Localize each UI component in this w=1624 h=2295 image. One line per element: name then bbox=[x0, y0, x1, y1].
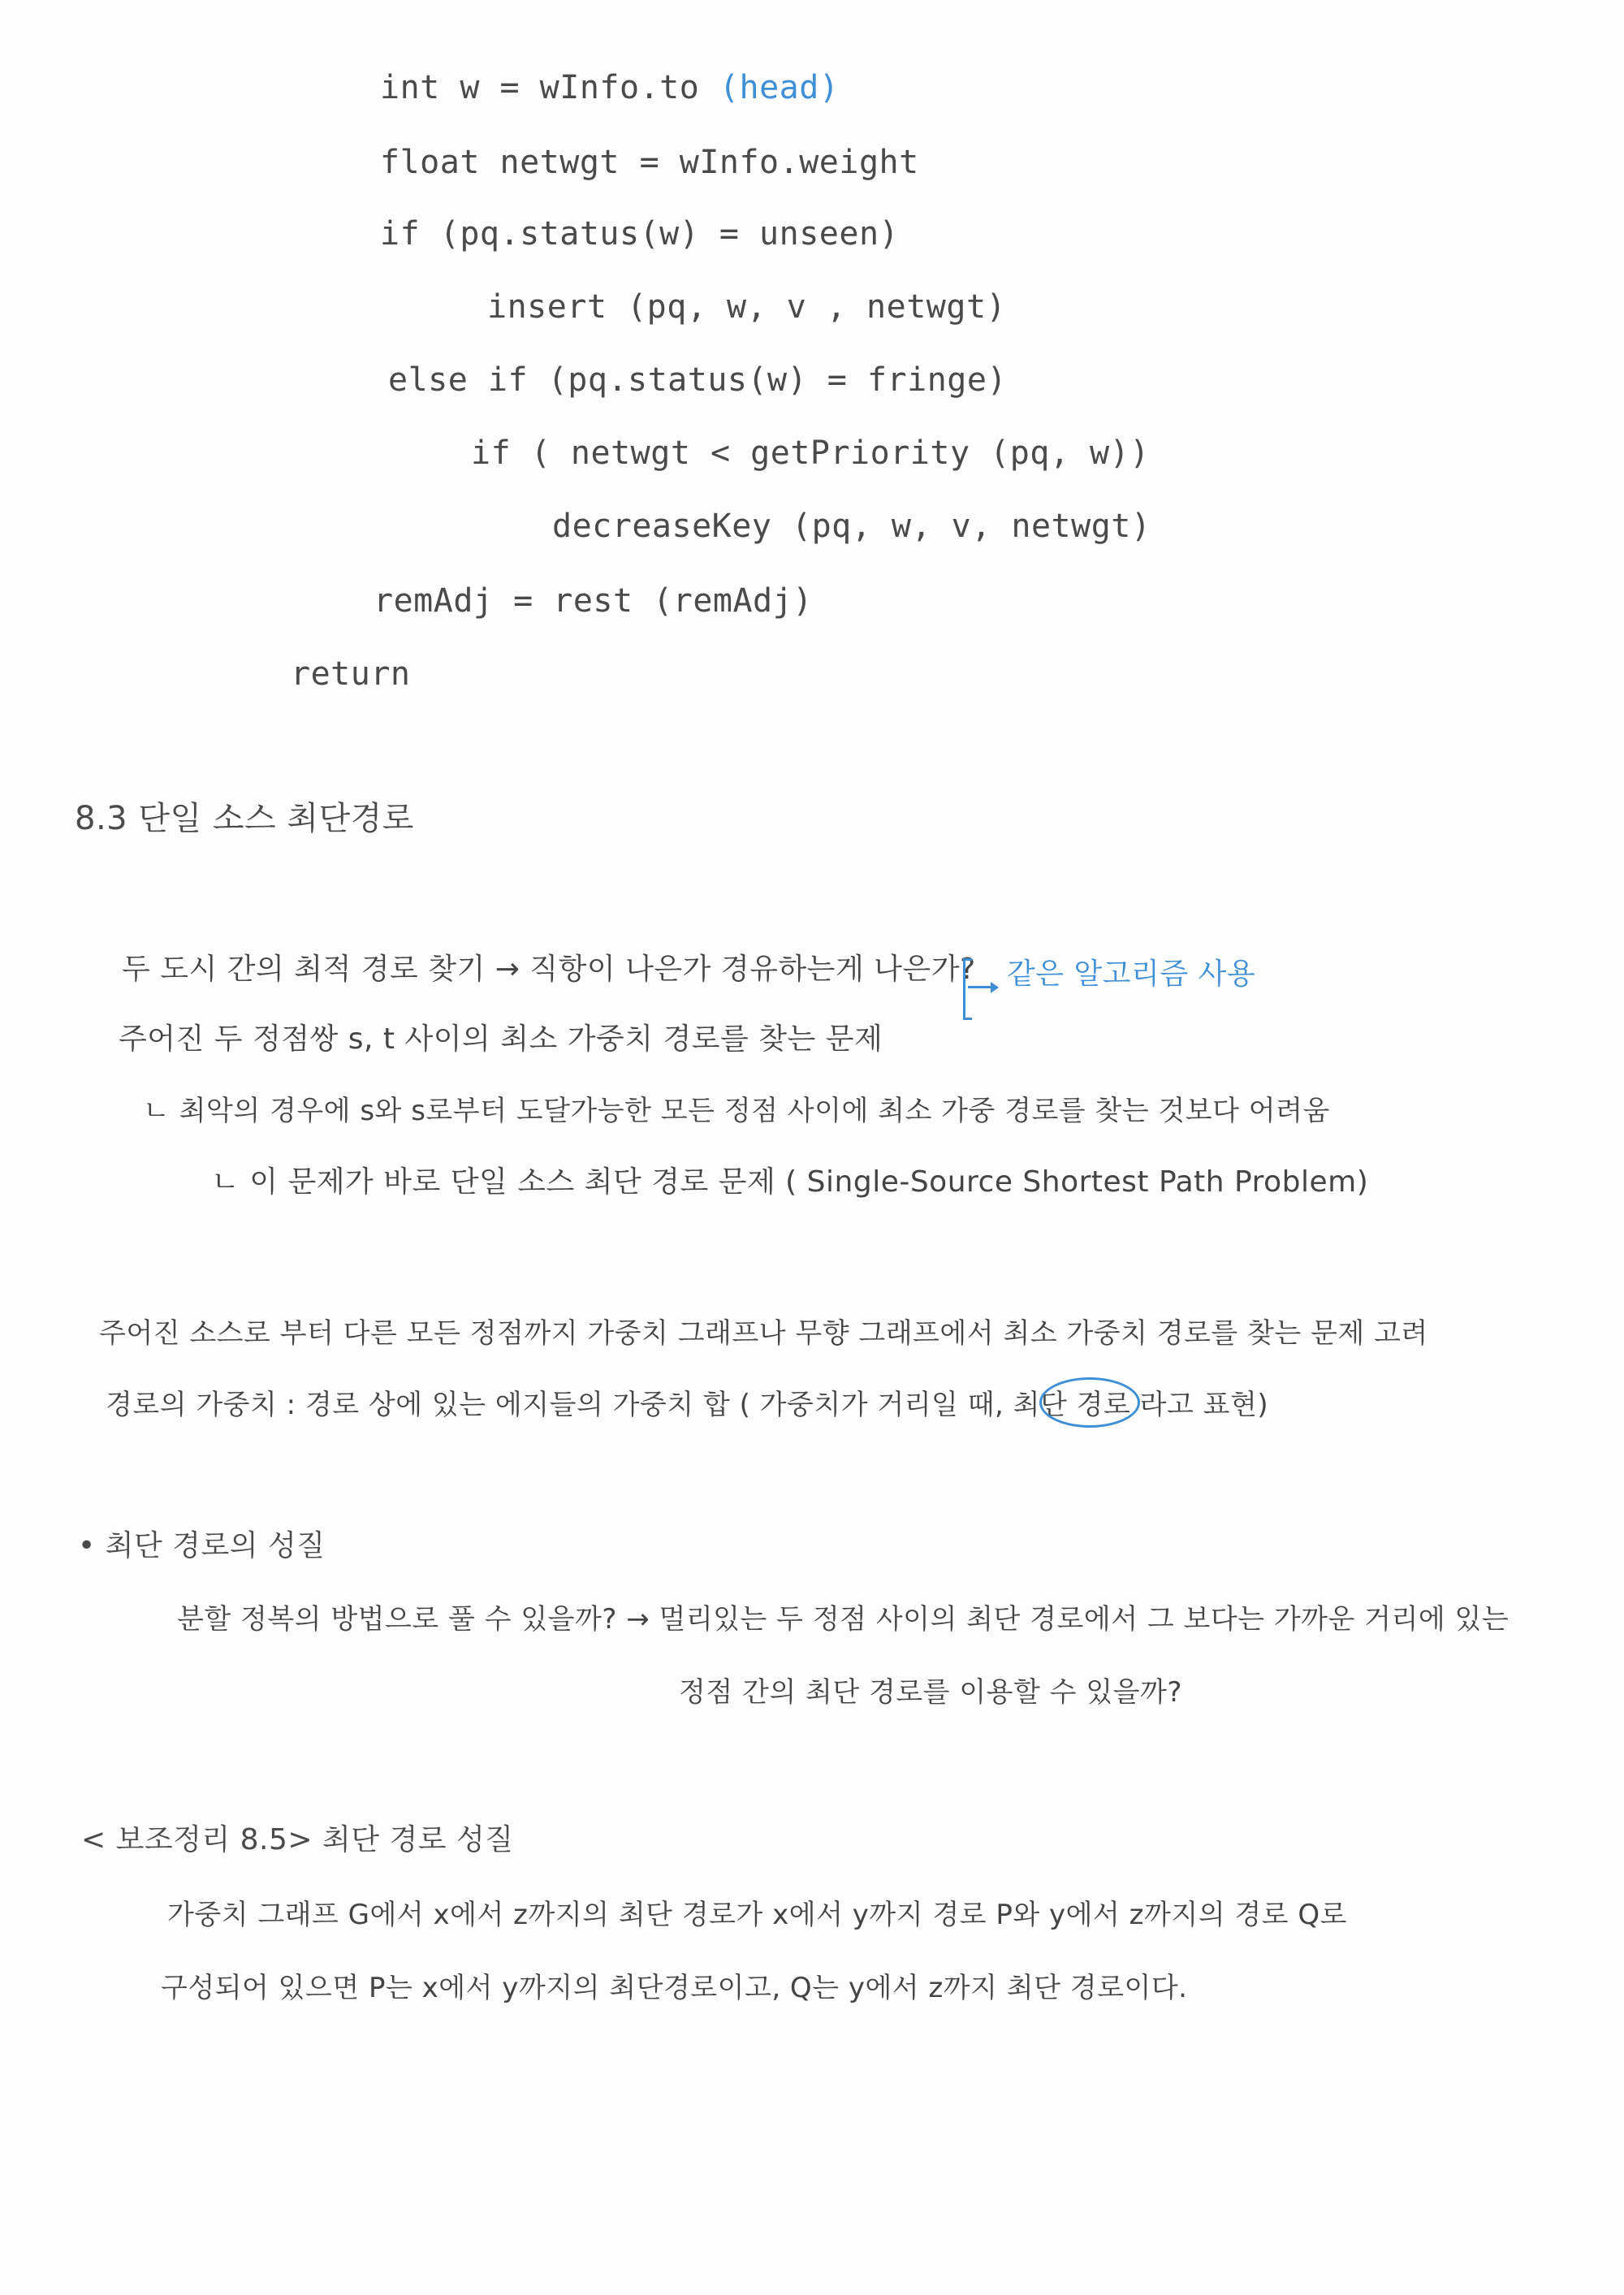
code-line-1-text: int w = wInfo.to bbox=[380, 69, 700, 106]
code-line-1 bbox=[380, 65, 839, 110]
bracket-annotation bbox=[963, 958, 972, 1020]
lemma-line-2: 구성되어 있으면 P는 x에서 y까지의 최단경로이고, Q는 y에서 z까지 최단 경로이다. bbox=[161, 1972, 1188, 2004]
code-line-6: if ( netwgt < getPriority (pq, w)) bbox=[471, 434, 1150, 472]
code-line-2: float netwgt = wInfo.weight bbox=[380, 144, 919, 181]
code-line-7: decreaseKey (pq, w, v, netwgt) bbox=[552, 508, 1151, 545]
code-line-1-annotation: (head) bbox=[719, 69, 840, 106]
lemma-line-1: 가중치 그래프 G에서 x에서 z까지의 최단 경로가 x에서 y까지 경로 P와 y에서 z까지의 경로 Q로 bbox=[167, 1899, 1347, 1931]
properties-line-1: 분할 정복의 방법으로 풀 수 있을까? → 멀리있는 두 정점 사이의 최단 경로에서 그 보다는 가까운 거리에 있는 bbox=[177, 1603, 1510, 1636]
note-same-algorithm: 같은 알고리즘 사용 bbox=[1007, 957, 1256, 991]
arrow-annotation bbox=[968, 986, 997, 988]
body-line-1: 두 도시 간의 최적 경로 찾기 → 직항이 나은가 경유하는게 나은가? bbox=[122, 953, 976, 986]
code-line-4: insert (pq, w, v , netwgt) bbox=[487, 288, 1007, 326]
circle-highlight bbox=[1039, 1377, 1140, 1428]
section-heading: 8.3 단일 소스 최단경로 bbox=[75, 800, 414, 837]
code-line-9: return bbox=[291, 655, 411, 693]
lemma-heading: < 보조정리 8.5> 최단 경로 성질 bbox=[81, 1823, 514, 1856]
code-line-8: remAdj = rest (remAdj) bbox=[374, 582, 813, 620]
properties-heading: • 최단 경로의 성질 bbox=[78, 1529, 326, 1562]
body-line-5: 주어진 소스로 부터 다른 모든 정점까지 가중치 그래프나 무향 그래프에서 최소 가중치 경로를 찾는 문제 고려 bbox=[99, 1317, 1428, 1350]
code-line-3: if (pq.status(w) = unseen) bbox=[380, 215, 900, 253]
body-line-3: ㄴ 최악의 경우에 s와 s로부터 도달가능한 모든 정점 사이에 최소 가중 경로를 찾는 것보다 어려움 bbox=[143, 1095, 1330, 1127]
body-line-4: ㄴ 이 문제가 바로 단일 소스 최단 경로 문제 ( Single-Source Shortest Path Problem) bbox=[211, 1165, 1369, 1199]
properties-line-2: 정점 간의 최단 경로를 이용할 수 있을까? bbox=[679, 1676, 1182, 1709]
body-line-2: 주어진 두 정점쌍 s, t 사이의 최소 가중치 경로를 찾는 문제 bbox=[119, 1022, 883, 1056]
code-line-5: else if (pq.status(w) = fringe) bbox=[388, 361, 1008, 399]
body-line-6: 경로의 가중치 : 경로 상에 있는 에지들의 가중치 합 ( 가중치가 거리일 때, 최단 경로 라고 표현) bbox=[106, 1389, 1269, 1421]
